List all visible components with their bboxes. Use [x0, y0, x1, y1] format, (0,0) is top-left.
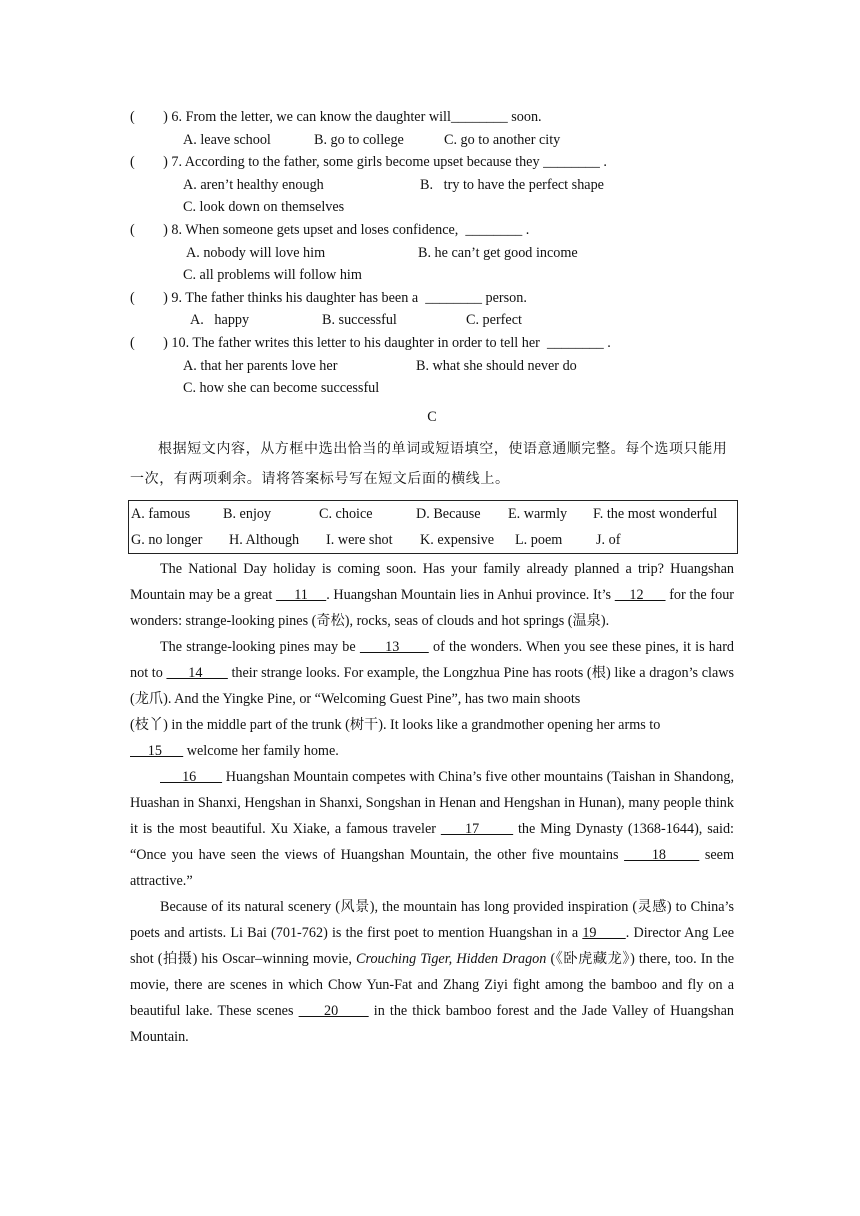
question-8	[130, 219, 734, 242]
option-a: A. aren’t healthy enough	[183, 176, 324, 193]
passage-text: the Ming Dynasty (1368-1644), said: “Once you have seen the views of Huangshan Mountain, the other five mountains	[130, 820, 734, 863]
passage-paragraph-1	[130, 556, 734, 634]
question-9-options	[130, 309, 734, 332]
question-stem: ) 10. The father writes this letter to his daughter in order to tell her ________ .	[163, 334, 611, 351]
word-box-row-1	[129, 501, 737, 527]
question-10-options-row2	[130, 377, 734, 400]
passage-text: (《卧虎藏龙》) there, too. In the movie, there are scenes in which Chow Yun-Fat and Zhang Ziyi fight among the bamboo and fly on a beautiful lake. These scenes	[130, 950, 734, 1019]
blank-18[interactable]: 18	[624, 846, 700, 863]
option-a: A. nobody will love him	[186, 244, 326, 261]
passage-paragraph-2	[130, 634, 734, 712]
answer-paren[interactable]: (	[130, 334, 164, 351]
blank-17[interactable]: 17	[440, 820, 514, 837]
option-c: C. look down on themselves	[183, 199, 345, 216]
passage-text: seem attractive.”	[130, 846, 734, 889]
option-b: B. go to college	[314, 131, 404, 148]
answer-paren[interactable]: (	[130, 154, 164, 171]
passage-text: . Director Ang Lee shot (拍摄) his Oscar–winning movie,	[130, 924, 735, 967]
option-a: A. leave school	[183, 131, 271, 148]
passage-text: Because of its natural scenery (风景), the mountain has long provided inspiration (灵感) to China’s poets and artists. Li Bai (701-762) is the first poet to mention Huangshan in a	[130, 898, 734, 941]
word-option: L. poem	[515, 531, 563, 548]
answer-paren[interactable]: (	[130, 109, 164, 125]
question-stem: ) 6. From the letter, we can know the daughter will________ soon.	[163, 109, 542, 125]
word-option: J. of	[596, 531, 621, 548]
passage-text: welcome her family home.	[183, 742, 339, 759]
option-c: C. perfect	[466, 312, 522, 329]
option-c: C. how she can become successful	[183, 380, 380, 397]
question-stem: ) 9. The father thinks his daughter has been a ________ person.	[163, 289, 527, 306]
word-box	[128, 500, 738, 554]
question-stem: ) 7. According to the father, some girls become upset because they ________ .	[163, 154, 607, 171]
blank-19[interactable]: 19	[582, 924, 626, 941]
option-a: A. happy	[190, 312, 250, 329]
question-9	[130, 287, 734, 310]
document-page	[130, 106, 734, 1050]
passage-text: Huangshan Mountain competes with China’s five other mountains (Taishan in Shandong, Huashan in Shanxi, Hengshan in Shanxi, Songshan in Henan and Hengshan in Hunan), many people think it is the most beautiful. Xu Xiake, a famous traveler	[130, 768, 735, 837]
word-option: K. expensive	[420, 531, 495, 548]
question-10	[130, 332, 734, 355]
word-option: G. no longer	[131, 531, 203, 548]
question-7-options	[130, 174, 734, 197]
movie-title: Crouching Tiger, Hidden Dragon	[356, 950, 547, 967]
option-b: B. he can’t get good income	[418, 244, 578, 261]
word-option: I. were shot	[326, 531, 393, 548]
blank-12[interactable]: 12	[614, 586, 666, 603]
blank-16[interactable]: 16	[160, 768, 223, 785]
blank-20[interactable]: 20	[298, 1002, 369, 1019]
option-b: B. what she should never do	[416, 357, 577, 374]
blank-14[interactable]: 14	[166, 664, 228, 681]
passage-text: in the thick bamboo forest and the Jade Valley of Huangshan Mountain.	[130, 1002, 734, 1045]
question-6-options	[130, 129, 734, 152]
answer-paren[interactable]: (	[130, 221, 164, 238]
option-b: B. try to have the perfect shape	[420, 176, 604, 193]
option-a: A. that her parents love her	[183, 357, 338, 374]
section-title: C	[427, 408, 437, 425]
question-6	[130, 106, 734, 129]
passage-paragraph-3	[130, 764, 734, 894]
word-option: E. warmly	[508, 505, 568, 522]
question-7	[130, 151, 734, 174]
blank-15[interactable]: 15	[130, 742, 184, 759]
question-10-options	[130, 355, 734, 378]
passage-text: their strange looks. For example, the Longzhua Pine has roots (根) like a dragon’s claws (龙爪). And the Yingke Pine, or “Welcoming Guest Pine”, has two main shoots	[130, 664, 735, 707]
passage-text: . Huangshan Mountain lies in Anhui province. It’s	[326, 586, 615, 603]
passage-text: (枝丫) in the middle part of the trunk (树干). It looks like a grandmother opening her arms to	[130, 716, 661, 733]
blank-13[interactable]: 13	[359, 638, 429, 655]
answer-paren[interactable]: (	[130, 289, 164, 306]
option-c: C. all problems will follow him	[183, 267, 362, 284]
passage-text: The National Day holiday is coming soon. Has your family already planned a trip? Huangshan Mountain may be a great	[130, 560, 734, 603]
passage-text: for the four wonders: strange-looking pines (奇松), rocks, seas of clouds and hot springs (温泉).	[130, 586, 735, 629]
option-c: C. go to another city	[444, 131, 561, 148]
passage-text: The strange-looking pines may be	[160, 638, 360, 655]
question-stem: ) 8. When someone gets upset and loses confidence, ________ .	[163, 221, 530, 238]
word-option: B. enjoy	[223, 505, 272, 522]
passage-text: of the wonders. When you see these pines, it is hard not to	[130, 638, 735, 681]
question-8-options	[130, 242, 734, 265]
word-option: A. famous	[131, 505, 191, 522]
word-option: C. choice	[319, 505, 373, 522]
passage-paragraph-2-cont	[130, 712, 734, 764]
option-b: B. successful	[322, 312, 397, 329]
word-box-row-2	[129, 527, 737, 553]
passage-paragraph-4	[130, 894, 734, 1050]
blank-11[interactable]: 11	[275, 586, 327, 603]
word-option: H. Although	[229, 531, 300, 548]
question-7-options-row2	[130, 196, 734, 219]
word-option: F. the most wonderful	[593, 505, 718, 522]
section-instruction: 根据短文内容，从方框中选出恰当的单词或短语填空，使语意通顺完整。每个选项只能用一次，有两项剩余。请将答案标号写在短文后面的横线上。	[130, 440, 728, 487]
question-8-options-row2	[130, 264, 734, 287]
word-option: D. Because	[416, 505, 481, 522]
